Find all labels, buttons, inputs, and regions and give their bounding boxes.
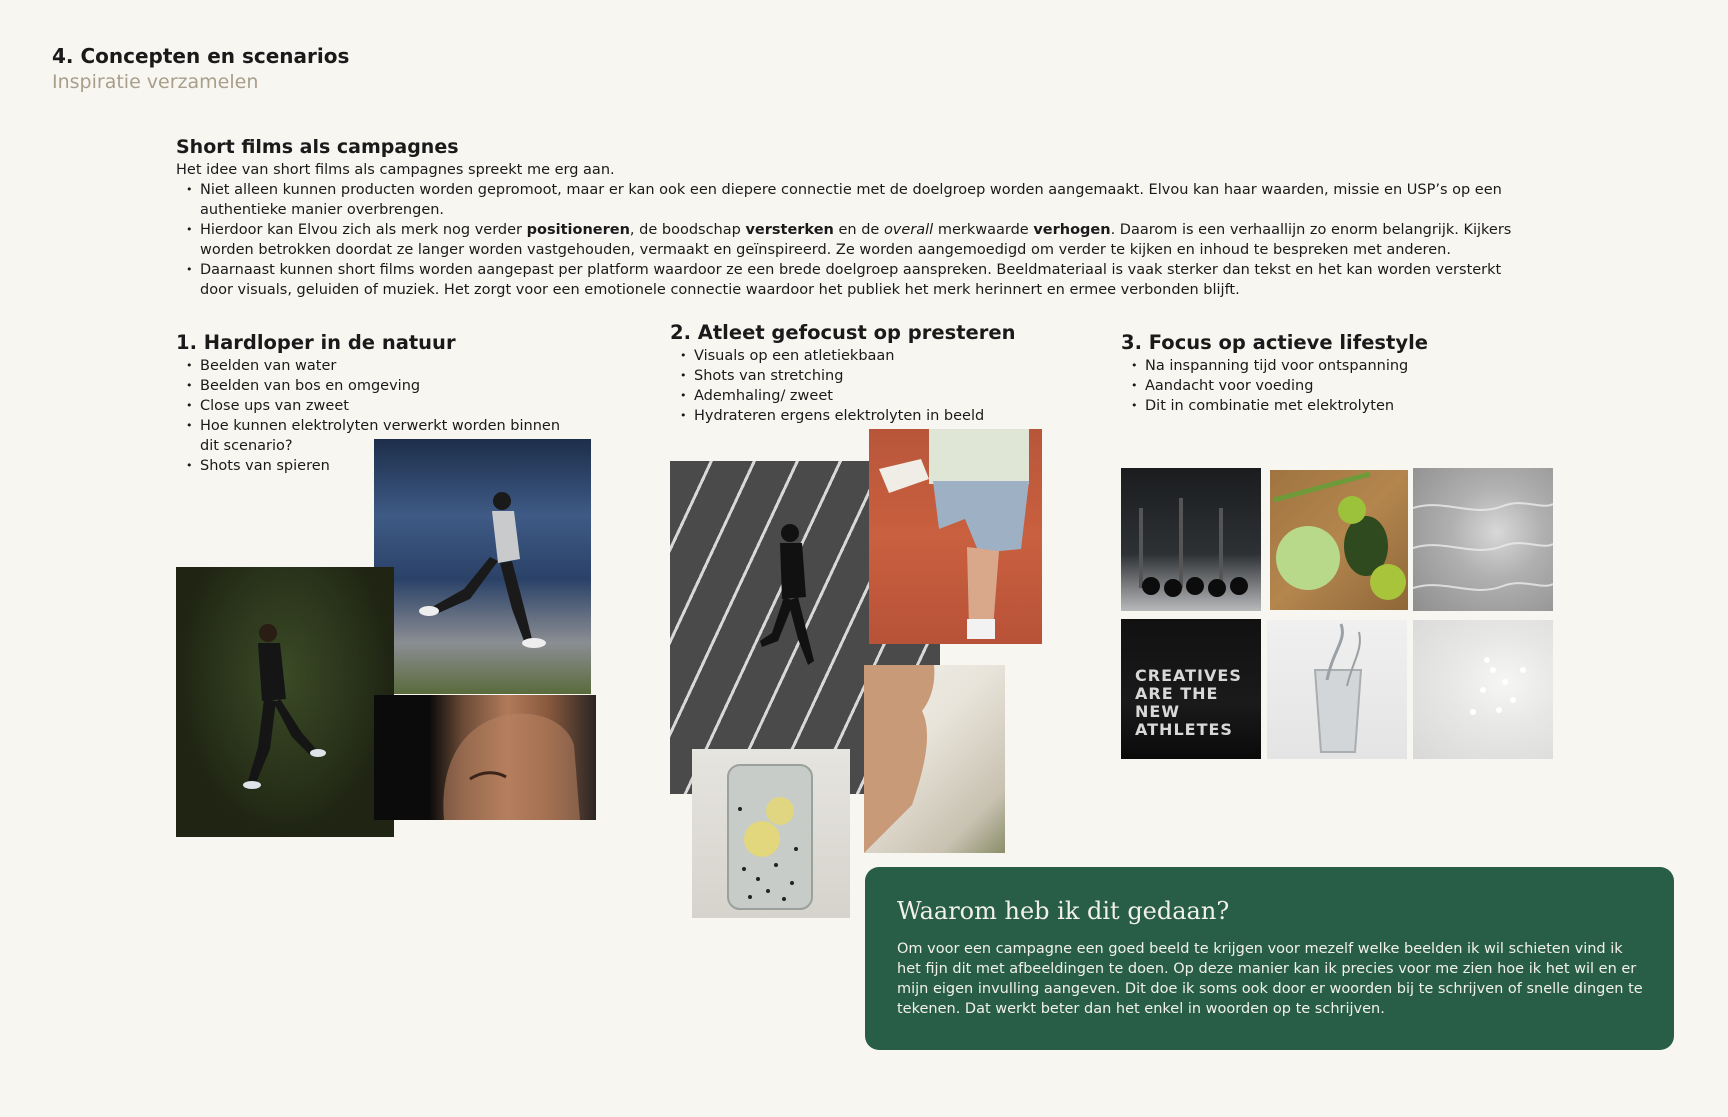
glass-icon xyxy=(692,749,850,918)
glass-icon xyxy=(1267,620,1407,759)
text: , de boodschap xyxy=(629,222,746,238)
text: merkwaarde xyxy=(933,222,1034,238)
athlete-legs-icon xyxy=(869,429,1042,644)
text: . Daarom is een verhaallijn zo enorm belangrijk. Kijkers worden betrokken doordat ze langer worden vastgehouden, vermaakt en geïnspireerd. Ze worden aangemoedigd om verder te kijken en inhoud te bespreken met anderen. xyxy=(200,222,1512,258)
concept-3-title: 3. Focus op actieve lifestyle xyxy=(1121,331,1428,354)
photo-gym xyxy=(1121,468,1261,611)
intro-lead: Het idee van short films als campagnes spreekt me erg aan. xyxy=(176,162,615,178)
why-body: Om voor een campagne een goed beeld te krijgen voor mezelf welke beelden ik wil schieten vind ik het fijn dit met afbeeldingen te doen. Op deze manier kan ik precies voor me zien hoe ik het wil en er mijn eigen invulling aangeven. Dit doe ik soms ook door er woorden bij te schrijven of snelle dingen te tekenen. Dat werkt beter dan het enkel in woorden op te schrijven. xyxy=(897,941,1643,1017)
concept-1-title: 1. Hardloper in de natuur xyxy=(176,331,456,354)
list-item: • Visuals op een atletiekbaan xyxy=(694,346,1030,366)
list-item: • Dit in combinatie met elektrolyten xyxy=(1145,396,1481,416)
intro-list xyxy=(176,180,1536,300)
list-item: • Aandacht voor voeding xyxy=(1145,376,1481,396)
runner-silhouette-icon xyxy=(176,567,394,837)
intro-bullet-1: • Niet alleen kunnen producten worden gepromoot, maar er kan ook een diepere connectie met de doelgroep worden aangemaakt. Elvou kan haar waarden, missie en USP’s op een authentieke manier overbrengen. xyxy=(200,180,1536,220)
photo-athlete-stretch xyxy=(869,429,1042,644)
salt-pile-icon xyxy=(1413,620,1553,759)
intro-section xyxy=(176,136,1536,300)
list-item: • Beelden van water xyxy=(200,356,596,376)
list-item: • Ademhaling/ zweet xyxy=(694,386,1030,406)
list-item: • Beelden van bos en omgeving xyxy=(200,376,596,396)
concept-2-title: 2. Atleet gefocust op presteren xyxy=(670,321,1016,344)
photo-neck-profile xyxy=(864,665,1005,853)
gym-equipment-icon xyxy=(1121,468,1261,611)
water-ripple-icon xyxy=(1413,468,1553,611)
list-item: • Hoe kunnen elektrolyten verwerkt worden binnen dit scenario? xyxy=(200,416,580,456)
bold-text: positioneren xyxy=(526,222,630,238)
intro-bullet-2 xyxy=(200,220,1536,260)
list-item: • Close ups van zweet xyxy=(200,396,596,416)
intro-title: Short films als campagnes xyxy=(176,136,459,158)
bold-text: versterken xyxy=(745,222,834,238)
photo-vegetables xyxy=(1270,470,1408,610)
page-subtitle: Inspiratie verzamelen xyxy=(52,71,259,93)
intro-bullet-3: • Daarnaast kunnen short films worden aangepast per platform waardoor ze een brede doelgroep aanspreken. Beeldmateriaal is vaak sterker dan tekst en het kan worden versterkt door visuals, geluiden of muziek. Het zorgt voor een emotionele connectie waardoor het publiek het merk herinnert en ermee verbonden blijft. xyxy=(200,260,1536,300)
photo-face-closeup xyxy=(374,695,596,820)
list-item: • Hydrateren ergens elektrolyten in beeld xyxy=(694,406,1030,426)
why-panel xyxy=(865,867,1674,1050)
why-title: Waarom heb ik dit gedaan? xyxy=(897,897,1230,925)
photo-salt xyxy=(1413,620,1553,759)
photo-runner-lake xyxy=(374,439,591,694)
runner-silhouette-icon xyxy=(374,439,591,694)
photo-water-splash xyxy=(1267,620,1407,759)
photo-creatives-banner xyxy=(1121,619,1261,759)
list-item: • Na inspanning tijd voor ontspanning xyxy=(1145,356,1481,376)
list-item: • Shots van spieren xyxy=(200,456,596,476)
vegetables-icon xyxy=(1270,470,1408,610)
neck-shape-icon xyxy=(864,665,1005,853)
concept-3-list xyxy=(1121,356,1481,416)
face-shape-icon xyxy=(374,695,596,820)
text: en de xyxy=(833,222,884,238)
text: Hierdoor kan Elvou zich als merk nog verder xyxy=(200,222,527,238)
photo-water-surface xyxy=(1413,468,1553,611)
page-title: 4. Concepten en scenarios xyxy=(52,44,350,68)
list-item: • Shots van stretching xyxy=(694,366,1030,386)
photo-electrolyte-glass xyxy=(692,749,850,918)
concept-2-list xyxy=(670,346,1030,426)
bold-text: verhogen xyxy=(1033,222,1111,238)
concept-3 xyxy=(1121,331,1481,416)
photo-forest-runner xyxy=(176,567,394,837)
italic-text: overall xyxy=(883,222,934,238)
banner-text: CREATIVES ARE THE NEW ATHLETES xyxy=(1135,666,1242,739)
concept-2 xyxy=(670,321,1030,426)
